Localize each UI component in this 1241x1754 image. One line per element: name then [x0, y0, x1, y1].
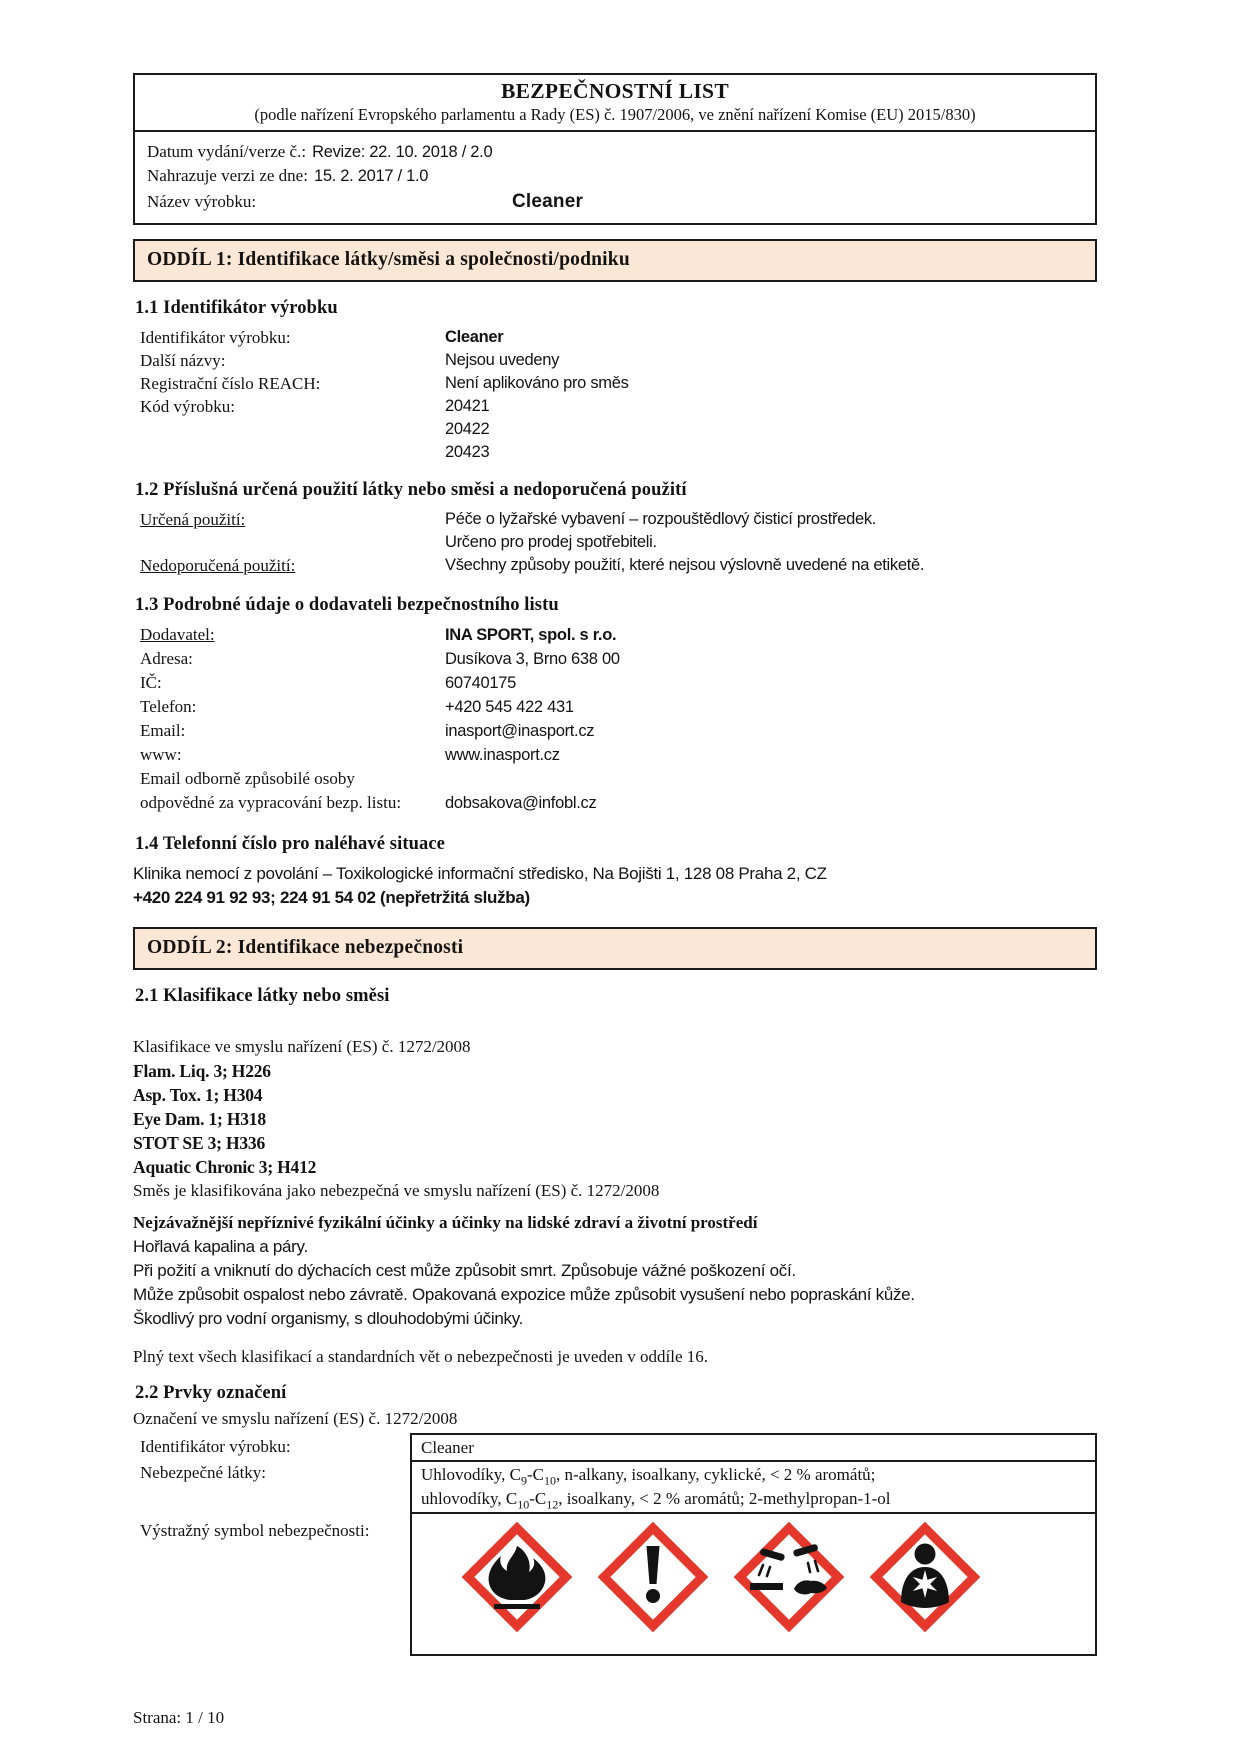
intended-uses-label: Určená použití: — [140, 510, 246, 529]
product-name-label: Název výrobku: — [147, 192, 257, 211]
labelling-table — [133, 1433, 1097, 1656]
product-name-value: Cleaner — [512, 191, 584, 212]
product-code-value-1: 20421 — [445, 397, 490, 415]
row-product-identifier — [133, 326, 1097, 349]
row-phone — [133, 695, 1097, 719]
other-names-label: Další názvy: — [140, 351, 226, 370]
classification-intro: Klasifikace ve smyslu nařízení (ES) č. 1272/2008 — [133, 1037, 471, 1056]
fulltext-note: Plný text všech klasifikací a standardních vět o nebezpečnosti je uveden v oddíle 16. — [133, 1347, 708, 1366]
page-number: Strana: 1 / 10 — [133, 1708, 225, 1727]
email-label: Email: — [140, 721, 186, 740]
phone-label: Telefon: — [140, 697, 197, 716]
emergency-center-line: Klinika nemocí z povolání – Toxikologické informační středisko, Na Bojišti 1, 128 08 Praha 2, CZ — [133, 864, 827, 883]
reach-number-label: Registrační číslo REACH: — [140, 374, 321, 393]
row-uses-advised-against — [133, 554, 1097, 577]
cell-product-identifier: Cleaner — [412, 1435, 1095, 1462]
address-value: Dusíkova 3, Brno 638 00 — [445, 650, 620, 668]
responsible-person-value: dobsakova@infobl.cz — [445, 794, 597, 812]
row-product-code — [133, 395, 1097, 418]
classification-flam-liq: Flam. Liq. 3; H226 — [133, 1061, 271, 1081]
row-www — [133, 743, 1097, 767]
effect-line-3: Může způsobit ospalost nebo závratě. Opakovaná expozice může způsobit vysušení nebo popraskání kůže. — [133, 1285, 915, 1304]
row-email — [133, 719, 1097, 743]
company-id-value: 60740175 — [445, 674, 517, 692]
reach-number-value: Není aplikováno pro směs — [445, 374, 629, 392]
row-address — [133, 647, 1097, 671]
intended-uses-value — [445, 508, 1097, 554]
address-label: Adresa: — [140, 649, 193, 668]
label-product-identifier: Identifikátor výrobku: — [140, 1437, 291, 1456]
responsible-person-label: odpovědné za vypracování bezp. listu: — [140, 793, 402, 812]
ghs-corrosion-icon — [734, 1522, 844, 1632]
company-id-label: IČ: — [140, 673, 162, 692]
product-identifier-label: Identifikátor výrobku: — [140, 328, 291, 347]
labelling-intro: Označení ve smyslu nařízení (ES) č. 1272/2008 — [133, 1409, 458, 1428]
uses-advised-against-value: Všechny způsoby použití, které nejsou výslovně uvedené na etiketě. — [445, 556, 925, 574]
label-hazardous-substances: Nebezpečné látky: — [140, 1463, 267, 1482]
emergency-phone-line: +420 224 91 92 93; 224 91 54 02 (nepřetržitá služba) — [133, 888, 530, 907]
document-header-box — [133, 73, 1097, 225]
classification-note: Směs je klasifikována jako nebezpečná ve smyslu nařízení (ES) č. 1272/2008 — [133, 1181, 660, 1200]
document-title: BEZPEČNOSTNÍ LIST — [501, 79, 729, 103]
competent-person-email-underlined: odborně způsobilé osoby — [184, 769, 355, 788]
row-product-code-2 — [133, 418, 1097, 441]
ghs-flame-icon — [462, 1522, 572, 1632]
row-reach-number — [133, 372, 1097, 395]
product-name-row — [147, 189, 1095, 215]
uses-advised-against-label: Nedoporučená použití: — [140, 556, 296, 575]
product-code-value-2: 20422 — [445, 420, 490, 438]
row-supplier — [133, 623, 1097, 647]
heading-1-2: 1.2 Příslušná určená použití látky nebo směsi a nedoporučená použití — [135, 480, 687, 500]
section-2-bar: ODDÍL 2: Identifikace nebezpečnosti — [133, 927, 1097, 970]
issue-date-row — [147, 140, 1095, 164]
classification-aquatic-chronic: Aquatic Chronic 3; H412 — [133, 1157, 317, 1177]
product-code-value-3: 20423 — [445, 443, 490, 461]
issue-date-label: Datum vydání/verze č.: — [147, 142, 307, 161]
row-company-id — [133, 671, 1097, 695]
email-value: inasport@inasport.cz — [445, 722, 595, 740]
labelling-table-values — [410, 1433, 1097, 1656]
supplier-value: INA SPORT, spol. s r.o. — [445, 626, 617, 644]
row-product-code-3 — [133, 441, 1097, 464]
classification-stot-se: STOT SE 3; H336 — [133, 1133, 266, 1153]
intended-uses-line-1: Péče o lyžařské vybavení – rozpouštědlový čisticí prostředek. — [445, 510, 877, 528]
ghs-health-hazard-icon — [870, 1522, 980, 1632]
www-label: www: — [140, 745, 182, 764]
ghs-exclamation-icon — [598, 1522, 708, 1632]
product-code-label: Kód výrobku: — [140, 397, 235, 416]
effect-line-2: Při požití a vniknutí do dýchacích cest může způsobit smrt. Způsobuje vážné poškození očí. — [133, 1261, 796, 1280]
classification-asp-tox: Asp. Tox. 1; H304 — [133, 1085, 263, 1105]
heading-1-3: 1.3 Podrobné údaje o dodavateli bezpečnostního listu — [135, 595, 559, 615]
competent-person-email-label-line — [133, 767, 1097, 791]
effect-line-4: Škodlivý pro vodní organismy, s dlouhodobými účinky. — [133, 1309, 524, 1328]
supplier-details — [133, 623, 1097, 815]
supplier-label: Dodavatel: — [140, 625, 215, 644]
heading-2-1: 2.1 Klasifikace látky nebo směsi — [135, 986, 390, 1006]
heading-2-2: 2.2 Prvky označení — [135, 1383, 287, 1403]
document-title-block — [135, 75, 1095, 132]
replaces-version-value: 15. 2. 2017 / 1.0 — [313, 167, 429, 185]
adverse-effects-heading: Nejzávažnější nepříznivé fyzikální účinky a účinky na lidské zdraví a životní prostředí — [133, 1213, 758, 1232]
www-value: www.inasport.cz — [445, 746, 560, 764]
product-identifier-value: Cleaner — [445, 328, 504, 346]
labelling-table-labels — [133, 1433, 410, 1656]
row-intended-uses — [133, 508, 1097, 554]
classification-eye-dam: Eye Dam. 1; H318 — [133, 1109, 266, 1129]
sds-page — [133, 0, 1097, 1728]
document-subtitle: (podle nařízení Evropského parlamentu a Rady (ES) č. 1907/2006, ve znění nařízení Komise (EU) 2015/830) — [254, 105, 976, 124]
row-other-names — [133, 349, 1097, 372]
heading-1-1: 1.1 Identifikátor výrobku — [135, 298, 338, 318]
label-hazard-pictograms: Výstražný symbol nebezpečnosti: — [140, 1521, 370, 1540]
section-1-bar: ODDÍL 1: Identifikace látky/směsi a společnosti/podniku — [133, 239, 1097, 282]
effect-line-1: Hořlavá kapalina a páry. — [133, 1237, 308, 1256]
competent-person-email-prefix: Email — [140, 769, 185, 788]
replaces-version-row — [147, 164, 1095, 188]
phone-value: +420 545 422 431 — [445, 698, 574, 716]
intended-uses-line-2: Určeno pro prodej spotřebiteli. — [445, 533, 657, 551]
row-responsible-person — [133, 791, 1097, 815]
cell-hazard-pictograms — [412, 1514, 1095, 1654]
issue-date-value: Revize: 22. 10. 2018 / 2.0 — [312, 143, 493, 161]
replaces-version-label: Nahrazuje verzi ze dne: — [147, 166, 308, 185]
document-meta — [135, 132, 1095, 223]
heading-1-4: 1.4 Telefonní číslo pro naléhavé situace — [135, 834, 445, 854]
other-names-value: Nejsou uvedeny — [445, 351, 560, 369]
cell-hazardous-substances: Uhlovodíky, $C_9-C_{10}$, n-alkany, isoalkany, cyklické, < 2 % aromátů; uhlovodíky, $C_{10}-C_{12}$, isoalkany, < 2 % aromátů; 2-methylpropan-1-ol — [412, 1462, 1095, 1514]
